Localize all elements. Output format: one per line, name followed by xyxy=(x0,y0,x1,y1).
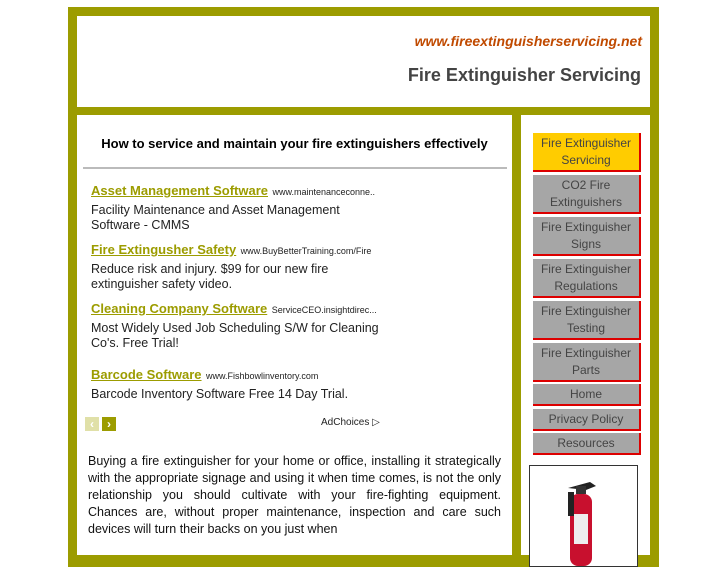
site-url[interactable]: www.fireextinguisherservicing.net xyxy=(414,33,642,49)
adchoices-link[interactable] xyxy=(321,417,380,428)
nav-co2-fire-extinguishers[interactable]: CO2 Fire Extinguishers xyxy=(533,175,641,214)
ad-title[interactable]: Cleaning Company Software xyxy=(91,301,268,316)
adchoices-label: AdChoices xyxy=(321,417,370,428)
ad-item xyxy=(91,182,391,233)
divider xyxy=(83,167,507,169)
nav-fire-extinguisher-testing[interactable]: Fire Extinguisher Testing xyxy=(533,301,641,340)
ad-item xyxy=(91,241,391,292)
ad-title[interactable]: Asset Management Software xyxy=(91,183,268,198)
header xyxy=(77,16,650,107)
next-ad-button[interactable]: › xyxy=(102,417,116,431)
ad-desc: Facility Maintenance and Asset Management Software - CMMS xyxy=(91,203,340,232)
site-title: Fire Extinguisher Servicing xyxy=(407,65,641,85)
main-content xyxy=(77,115,512,555)
ad-item xyxy=(91,300,391,351)
adchoices-icon: ▷ xyxy=(372,417,380,428)
page-heading: How to service and maintain your fire extinguishers effectively xyxy=(101,136,488,151)
nav-fire-extinguisher-signs[interactable]: Fire Extinguisher Signs xyxy=(533,217,641,256)
nav-fire-extinguisher-regulations[interactable]: Fire Extinguisher Regulations xyxy=(533,259,641,298)
ad-item xyxy=(91,366,391,402)
ad-title[interactable]: Fire Extingusher Safety xyxy=(91,242,237,257)
ad-title[interactable]: Barcode Software xyxy=(91,367,202,382)
ad-url[interactable]: ServiceCEO.insightdirec... xyxy=(271,305,377,315)
prev-ad-button[interactable]: ‹ xyxy=(85,417,99,431)
nav-resources[interactable]: Resources xyxy=(533,433,641,455)
nav-fire-extinguisher-parts[interactable]: Fire Extinguisher Parts xyxy=(533,343,641,382)
ad-desc: Reduce risk and injury. $99 for our new fire extinguisher safety video. xyxy=(91,262,329,291)
nav-privacy-policy[interactable]: Privacy Policy xyxy=(533,409,641,431)
ad-desc: Barcode Inventory Software Free 14 Day Trial. xyxy=(91,387,349,401)
ad-url[interactable]: www.maintenanceconne.. xyxy=(272,187,376,197)
fire-extinguisher-icon xyxy=(530,466,637,566)
nav-home[interactable]: Home xyxy=(533,384,641,406)
ad-desc: Most Widely Used Job Scheduling S/W for Cleaning Co's. Free Trial! xyxy=(91,321,379,350)
ad-url[interactable]: www.BuyBetterTraining.com/Fire xyxy=(240,246,372,256)
article-text: Buying a fire extinguisher for your home or office, installing it strategically with the appropriate signage and using it when time comes, is not the only relationship you should cultivate with your fire-fighting equipment. Chances are, without proper maintenance, inspection and care such devices will turn their backs on you just when xyxy=(88,454,501,536)
sidebar xyxy=(521,115,650,555)
ad-url[interactable]: www.Fishbowlinventory.com xyxy=(206,371,319,381)
nav-fire-extinguisher-servicing[interactable]: Fire Extinguisher Servicing xyxy=(533,133,641,172)
fire-extinguisher-image xyxy=(529,465,638,567)
